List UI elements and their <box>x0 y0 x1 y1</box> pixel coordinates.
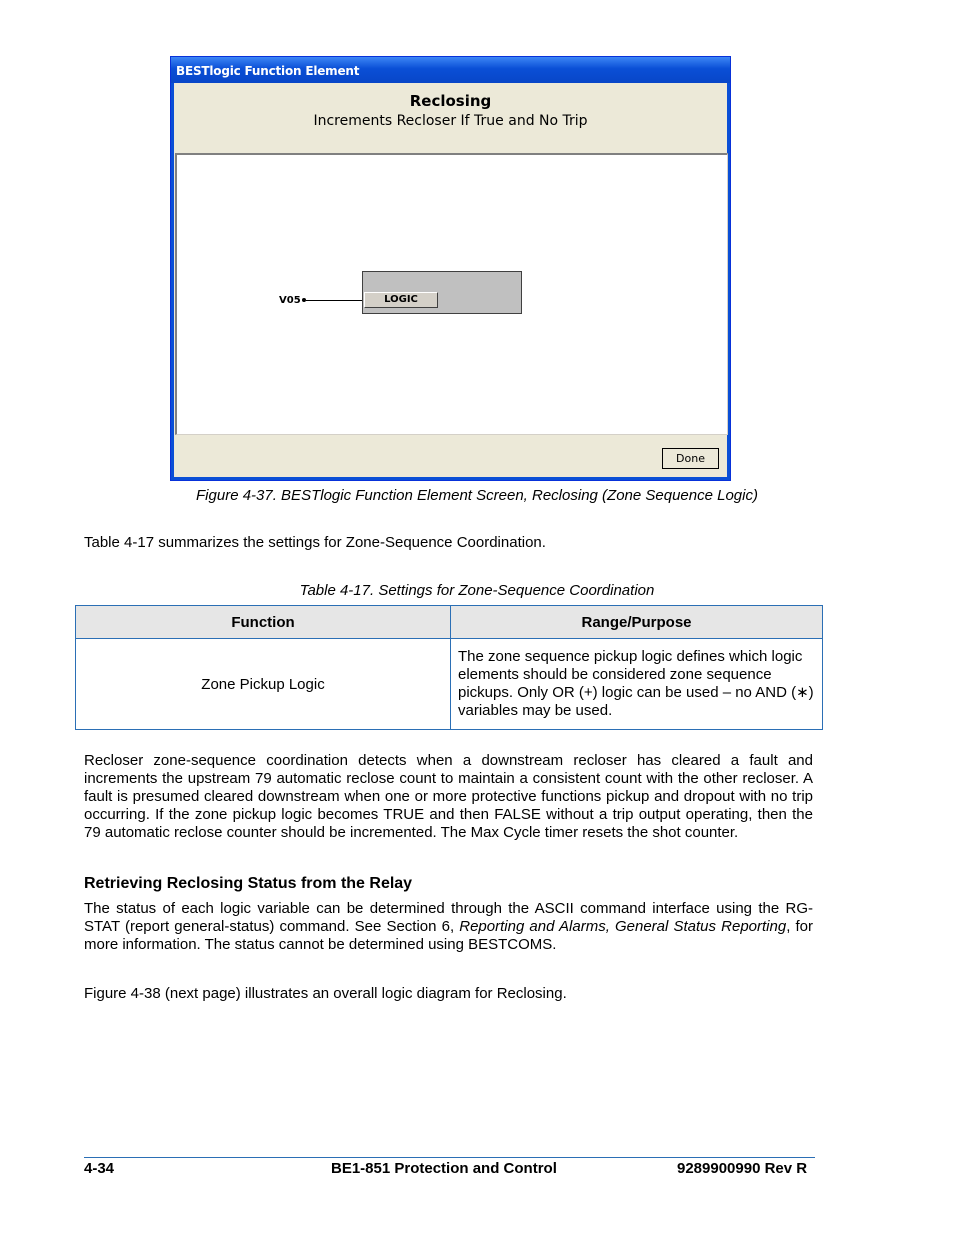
table-row <box>76 639 823 730</box>
element-subheading: Increments Recloser If True and No Trip <box>313 113 588 129</box>
section-heading: Retrieving Reclosing Status from the Relay <box>84 875 413 892</box>
footer-rule <box>84 1157 815 1158</box>
footer-title: BE1-851 Protection and Control <box>331 1160 557 1177</box>
dialog-titlebar <box>171 57 730 83</box>
page-number: 4-34 <box>84 1160 115 1177</box>
column-header-function: Function <box>76 606 451 639</box>
input-variable-label: V05 <box>279 295 301 306</box>
status-text-italic: Reporting and Alarms, General Status Reporting <box>459 918 787 935</box>
table-header-row <box>76 606 823 639</box>
connection-wire <box>306 300 362 301</box>
dialog-client <box>174 83 727 477</box>
element-heading: Reclosing <box>409 92 492 110</box>
figure-caption: Figure 4-37. BESTlogic Function Element Screen, Reclosing (Zone Sequence Logic) <box>196 487 758 504</box>
table-caption: Table 4-17. Settings for Zone-Sequence Coordination <box>299 582 655 599</box>
figure-reference: Figure 4-38 (next page) illustrates an overall logic diagram for Reclosing. <box>84 985 567 1002</box>
logic-canvas <box>175 153 728 435</box>
body-paragraph: Recloser zone-sequence coordination detects when a downstream recloser has cleared a fault and increments the upstream 79 automatic reclose count to maintain a consistent count with the other recloser. A fault is presumed cleared downstream when one or more protective functions pickup and dropout with no trip occurring. If the zone pickup logic becomes TRUE and then FALSE without a trip output operating, then the 79 automatic reclose counter should be incremented. The Max Cycle timer resets the shot counter. <box>84 752 813 841</box>
doc-number: 9289900990 Rev R <box>677 1160 808 1177</box>
done-button[interactable]: Done <box>662 448 719 469</box>
status-text-2: , for more information. The status cannot be determined using BESTCOMS. <box>84 918 813 953</box>
status-paragraph <box>84 900 813 954</box>
bestlogic-dialog <box>170 56 731 481</box>
intro-paragraph: Table 4-17 summarizes the settings for Zone-Sequence Coordination. <box>84 534 546 551</box>
cell-purpose: The zone sequence pickup logic defines which logic elements should be considered zone sequence pickups. Only OR (+) logic can be used – no AND (∗) variables may be used. <box>451 639 823 730</box>
column-header-range-purpose: Range/Purpose <box>451 606 823 639</box>
cell-function: Zone Pickup Logic <box>76 639 451 730</box>
status-text-1: The status of each logic variable can be determined through the ASCII command interface using the RG-STAT (report general-status) command. See Section 6, <box>84 900 813 935</box>
dialog-title: BESTlogic Function Element <box>176 64 360 78</box>
logic-button[interactable]: LOGIC <box>364 292 438 308</box>
settings-table <box>75 605 823 730</box>
logic-element-box <box>362 271 522 314</box>
